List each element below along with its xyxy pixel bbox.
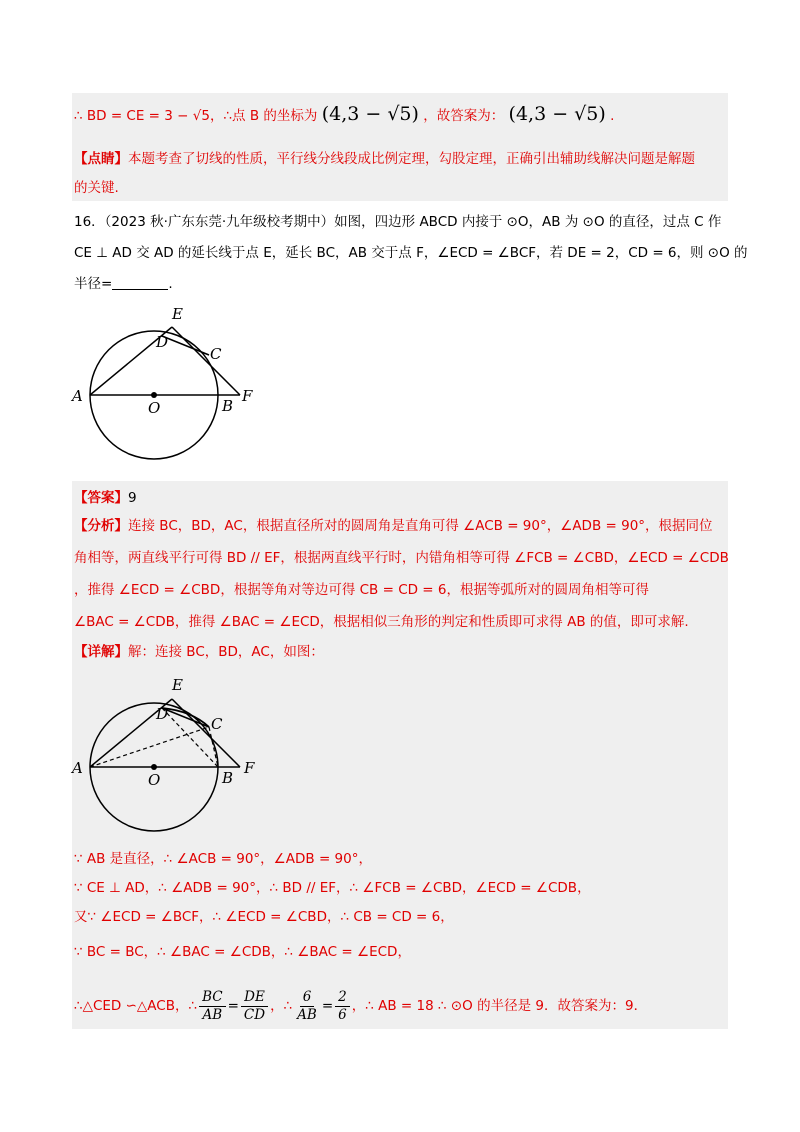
segment-ef (172, 327, 240, 395)
answer-blank (112, 275, 168, 290)
detail-line: 【详解】解：连接 BC，BD，AC，如图： (74, 644, 324, 660)
segment-bc-dashed (209, 727, 218, 767)
question-line-3: 半径= . (74, 276, 173, 292)
label-b: B (222, 769, 234, 787)
step-5: ∴△CED ∽△ACB，∴ $\frac{BC}{AB}$ = $\frac{DE}{CD}$ ，∴ $\frac{6}{AB}$ = $\frac{2}{6}$ ，∴ AB = 18 ∴ ⊙O 的半径是 9．故答案为：9． (74, 988, 648, 1023)
step-3: 又∵ ∠ECD = ∠BCF，∴ ∠ECD = ∠CBD，∴ CB = CD = 6， (74, 909, 454, 925)
label-o: O (148, 771, 161, 789)
label-d: D (156, 705, 169, 723)
label-b: B (222, 397, 234, 415)
center-point (151, 764, 157, 770)
label-f: F (242, 387, 253, 405)
comment-line-1: 【点睛】本题考查了切线的性质，平行线分线段成比例定理，勾股定理，正确引出辅助线解决问题是解题 (74, 151, 695, 167)
label-o: O (148, 399, 161, 417)
fraction-6-ab: $\frac{6}{AB}$ (297, 988, 317, 1023)
analysis-line-1: 【分析】连接 BC，BD，AC，根据直径所对的圆周角是直角可得 ∠ACB = 90°，∠ADB = 90°，根据同位 (74, 518, 713, 534)
label-e: E (172, 676, 183, 694)
geometry-figure-1 (60, 295, 280, 470)
label-c: C (211, 715, 223, 733)
geometry-figure-2 (60, 665, 280, 845)
label-e: E (172, 305, 183, 323)
comment-line-2: 的关键. (74, 180, 119, 196)
step-1: ∵ AB 是直径，∴ ∠ACB = 90°，∠ADB = 90°， (74, 851, 372, 867)
fraction-de-cd: $\frac{DE}{CD}$ (241, 989, 268, 1024)
analysis-line-2: 角相等，两直线平行可得 BD // EF，根据两直线平行时，内错角相等可得 ∠FCB = ∠CBD，∠ECD = ∠CDB (74, 550, 729, 566)
label-a: A (72, 387, 83, 405)
question-line-2: CE ⊥ AD 交 AD 的延长线于点 E，延长 BC，AB 交于点 F，∠ECD = ∠BCF，若 DE = 2，CD = 6，则 ⊙O 的 (74, 245, 748, 261)
step-4: ∵ BC = BC，∴ ∠BAC = ∠CDB，∴ ∠BAC = ∠ECD， (74, 944, 411, 960)
analysis-line-4: ∠BAC = ∠CDB，推得 ∠BAC = ∠ECD，根据相似三角形的判定和性质即可求得 AB 的值，即可求解. (74, 614, 689, 630)
label-c: C (210, 345, 222, 363)
step-2: ∵ CE ⊥ AD，∴ ∠ADB = 90°，∴ BD // EF，∴ ∠FCB = ∠CBD，∠ECD = ∠CDB， (74, 880, 591, 896)
segment-ef (172, 699, 240, 767)
label-d: D (156, 333, 169, 351)
center-point (151, 392, 157, 398)
label-f: F (244, 759, 255, 777)
segment-ac-dashed (90, 727, 209, 767)
fraction-bc-ab: $\frac{BC}{AB}$ (199, 989, 226, 1024)
analysis-line-3: ，推得 ∠ECD = ∠CBD，根据等角对等边可得 CB = CD = 6，根据等弧所对的圆周角相等可得 (74, 582, 650, 598)
question-line-1: 16．（2023 秋·广东东莞·九年级校考期中）如图，四边形 ABCD 内接于 ⊙O，AB 为 ⊙O 的直径，过点 C 作 (74, 214, 722, 230)
answer-line: 【答案】9 (74, 490, 137, 506)
top-line-1: ∴ BD = CE = 3 − √5，∴点 B 的坐标为 (4,3 − √5) ，故答案为： (4,3 − √5) . (74, 103, 615, 125)
label-a: A (72, 759, 83, 777)
fraction-2-6: $\frac{2}{6}$ (335, 989, 350, 1024)
